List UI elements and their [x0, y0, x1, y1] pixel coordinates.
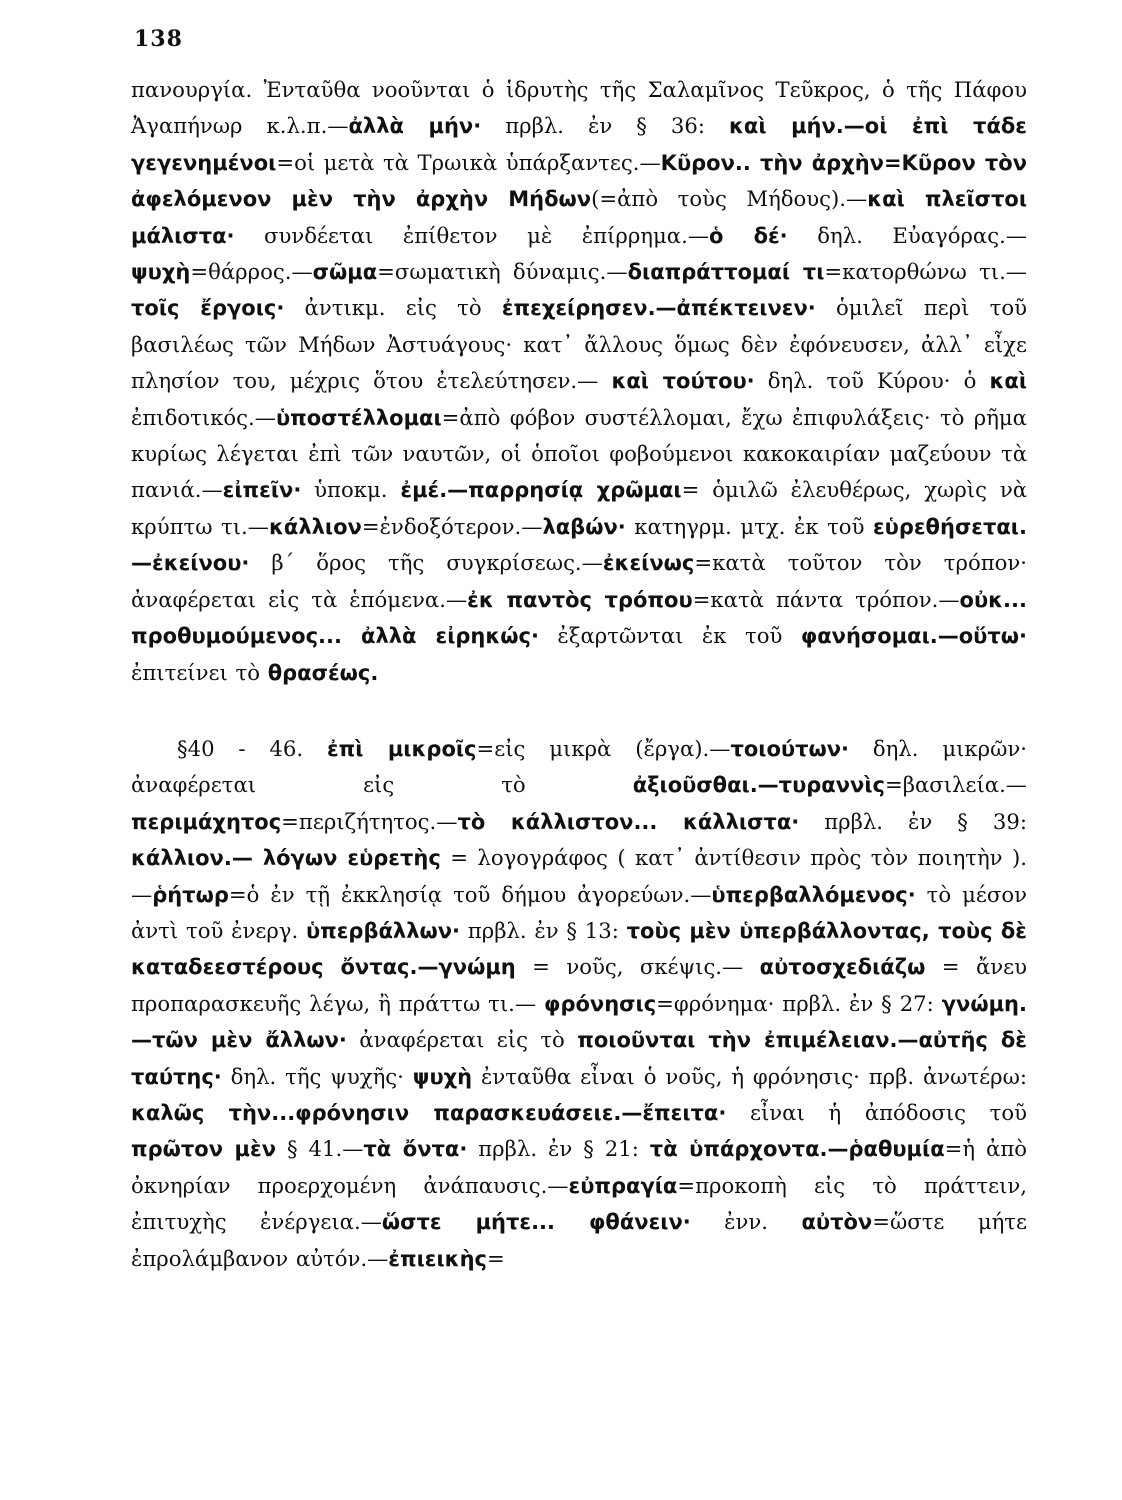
commentary-paragraph-1 [131, 72, 1027, 691]
bold-term: θρασέως. [267, 660, 379, 685]
plain-text: ὑποκμ. [301, 477, 401, 503]
bold-term: εὑρεθήσεται.—ἐκείνου· [131, 514, 1027, 576]
plain-text: = λογογράφος ( κατ᾽ ἀντίθεσιν πρὸς τὸν ποιητὴν ).— [131, 845, 1027, 907]
plain-text: =φρόνημα· πρβλ. ἐν § 27: [656, 990, 942, 1016]
page-body [131, 72, 1027, 1277]
bold-term: γνώμη.—τῶν μὲν ἄλλων· [131, 991, 1027, 1053]
bold-term: ἐπὶ μικροῖς [326, 736, 477, 761]
plain-text: = νοῦς, σκέψις.— [515, 954, 760, 980]
bold-term: οὐκ... προθυμούμενος... ἀλλὰ εἰρηκώς· [131, 587, 1027, 649]
plain-text: πανουργία. Ἐνταῦθα νοοῦνται ὁ ἱδρυτὴς τῆς Σαλαμῖνος Τεῦκρος, ὁ τῆς Πάφου Ἀγαπήνωρ κ.λ.π.— [131, 77, 1027, 139]
plain-text: πρβλ. ἐν § 21: [467, 1136, 650, 1162]
plain-text: τὸ μέσον ἀντὶ τοῦ ἐνεργ. [131, 881, 1027, 943]
bold-term: περιμάχητος [131, 809, 282, 834]
plain-text: ἀντικμ. εἰς τὸ [284, 295, 502, 321]
bold-term: αὐτὸν [801, 1210, 873, 1235]
bold-term: λαβών· [542, 514, 626, 539]
plain-text: =ὁ ἐν τῇ ἐκκλησίᾳ τοῦ δήμου ἀγορεύων.— [228, 881, 712, 907]
bold-term: ψυχὴ [131, 260, 191, 285]
plain-text: =βασιλεία.— [884, 772, 1027, 798]
plain-text: ἐνταῦθα εἶναι ὁ νοῦς, ἡ φρόνησις· πρβ. ἀνωτέρω: [472, 1063, 1028, 1089]
plain-text: ἐνν. [690, 1209, 802, 1235]
plain-text: = ἄνευ προπαρασκευῆς λέγω, ἢ πράττω τι.— [131, 954, 1027, 1016]
page-number: 138 [134, 26, 183, 52]
paragraph-gap [131, 691, 1027, 731]
bold-term: ὁ δέ· [709, 223, 788, 248]
bold-term: ῥήτωρ [152, 882, 229, 907]
bold-term: ὑπερβαλλόμενος· [711, 882, 916, 907]
plain-text: ὁμιλεῖ περὶ τοῦ βασιλέως τῶν Μήδων Ἀστυάγους· κατ᾽ ἄλλους ὅμως δὲν ἐφόνευσεν, ἀλλ᾽ εἶχε πλησίον του, μέχρις ὅτου ἐτελεύτησεν.— [131, 295, 1027, 394]
bold-term: φανήσομαι.—οὕτω· [800, 624, 1027, 649]
bold-term: ψυχὴ [412, 1064, 473, 1089]
bold-term: ὑπερβάλλων· [305, 918, 461, 943]
bold-term: ποιοῦνται τὴν ἐπιμέλειαν.—αὐτῆς δὲ ταύτης· [131, 1028, 1027, 1089]
bold-term: διαπράττομαί τι [627, 260, 825, 285]
bold-term: καὶ πλεῖστοι μάλιστα· [131, 187, 1027, 248]
plain-text: =οἱ μετὰ τὰ Τρωικὰ ὑπάρξαντες.— [276, 149, 661, 175]
plain-text: πρβλ. ἐν § 39: [799, 808, 1027, 834]
plain-text: (=ἀπὸ τοὺς Μήδους).— [591, 186, 868, 212]
plain-text: ἐπιδοτικός.— [131, 404, 276, 430]
plain-text: =περιζήτητος.— [281, 808, 458, 834]
bold-term: κάλλιον [268, 514, 362, 539]
plain-text: δηλ. μικρῶν· ἀναφέρεται εἰς τὸ [131, 735, 1027, 798]
bold-term: Κῦρον.. τὴν ἀρχὴν=Κῦρον τὸν ἀφελόμενον μὲν τὴν ἀρχὴν Μήδων [131, 150, 1028, 212]
plain-text: κατηγρμ. μτχ. ἐκ τοῦ [625, 513, 873, 539]
bold-term: ἐπιεικὴς [388, 1246, 487, 1271]
bold-term: ἀλλὰ μήν· [348, 114, 482, 139]
bold-term: σῶμα [312, 260, 378, 285]
plain-text: β´ ὅρος τῆς συγκρίσεως.— [249, 550, 603, 576]
plain-text: ἐξαρτῶνται ἐκ τοῦ [538, 623, 801, 649]
bold-term: κάλλιον.— λόγων εὑρετὴς [131, 846, 441, 871]
plain-text: δηλ. τοῦ Κύρου· ὁ [754, 368, 990, 394]
plain-text: =θάρρος.— [190, 259, 313, 285]
bold-term: τὰ ὄντα· [363, 1137, 468, 1162]
plain-text: §40 - 46. [177, 735, 327, 761]
plain-text: =ἡ ἀπὸ ὀκνηρίαν προερχομένη ἀνάπαυσις.— [131, 1136, 1028, 1198]
bold-term: ἀξιοῦσθαι.—τυραννὶς [632, 773, 885, 798]
bold-term: τοὺς μὲν ὑπερβάλλοντας, τοὺς δὲ καταδεεστέρους ὄντας.—γνώμη [131, 918, 1027, 980]
bold-term: ἐμέ.—παρρησίᾳ χρῶμαι [400, 478, 682, 503]
bold-term: τὸ κάλλιστον... κάλλιστα· [457, 809, 800, 834]
plain-text: =ὥστε μήτε ἐπρολάμβανον αὐτόν.— [131, 1209, 1027, 1271]
plain-text: ἀναφέρεται εἰς τὸ [346, 1027, 578, 1053]
bold-term: ὑποστέλλομαι [275, 405, 442, 430]
bold-term: πρῶτον μὲν [131, 1137, 277, 1162]
plain-text: =κατὰ τοῦτον τὸν τρόπον· ἀναφέρεται εἰς τὰ ἑπόμενα.— [131, 550, 1027, 612]
plain-text: § 41.— [276, 1136, 364, 1162]
bold-term: εἰπεῖν· [222, 478, 302, 503]
bold-term: ἐκ παντὸς τρόπου [467, 587, 693, 612]
plain-text: εἶναι ἡ ἀπόδοσις τοῦ [726, 1099, 1027, 1125]
bold-term: τὰ ὑπάρχοντα.—ῥαθυμία [649, 1137, 945, 1162]
plain-text: =κατορθώνω τι.— [824, 259, 1027, 285]
commentary-paragraph-2 [131, 731, 1027, 1277]
bold-term: εὐπραγία [568, 1173, 678, 1198]
plain-text: =σωματικὴ δύναμις.— [377, 259, 628, 285]
plain-text: =προκοπὴ εἰς τὸ πράττειν, ἐπιτυχὴς ἐνέργεια.— [131, 1172, 1027, 1235]
plain-text: =κατὰ πάντα τρόπον.— [692, 586, 960, 612]
plain-text: =εἰς μικρὰ (ἔργα).— [476, 735, 731, 761]
plain-text: =ἐνδοξότερον.— [361, 513, 543, 539]
bold-term: ὥστε μήτε... φθάνειν· [381, 1210, 691, 1235]
bold-term: τοῖς ἔργοις· [131, 296, 285, 321]
bold-term: καὶ [989, 369, 1027, 394]
bold-term: καλῶς τὴν...φρόνησιν παρασκευάσειε.—ἔπειτα· [131, 1100, 727, 1125]
plain-text: πρβλ. ἐν § 36: [481, 113, 729, 139]
plain-text: =ἀπὸ φόβον συστέλλομαι, ἔχω ἐπιφυλάξεις· τὸ ρῆμα κυρίως λέγεται ἐπὶ τῶν ναυτῶν, οἱ ὁποῖοι φοβούμενοι κακοκαιρίαν μαζεύουν τὰ πανιά.— [131, 404, 1027, 503]
bold-term: αὐτοσχεδιάζω [759, 955, 926, 980]
plain-text: συνδέεται ἐπίθετον μὲ ἐπίρρημα.— [234, 222, 710, 248]
plain-text: = [486, 1245, 505, 1271]
plain-text: δηλ. τῆς ψυχῆς· [221, 1063, 413, 1089]
plain-text: = ὁμιλῶ ἐλευθέρως, χωρὶς νὰ κρύπτω τι.— [131, 477, 1028, 539]
bold-term: φρόνησις [544, 991, 657, 1016]
bold-term: καὶ τούτου· [611, 369, 755, 394]
bold-term: καὶ μήν.—οἱ ἐπὶ τάδε γεγενημένοι [131, 114, 1027, 175]
plain-text: πρβλ. ἐν § 13: [460, 917, 627, 943]
bold-term: ἐπεχείρησεν.—ἀπέκτεινεν· [501, 296, 816, 321]
plain-text: ἐπιτείνει τὸ [131, 659, 268, 685]
plain-text: δηλ. Εὐαγόρας.— [787, 222, 1028, 248]
bold-term: τοιούτων· [730, 736, 850, 761]
bold-term: ἐκείνως [602, 551, 695, 576]
